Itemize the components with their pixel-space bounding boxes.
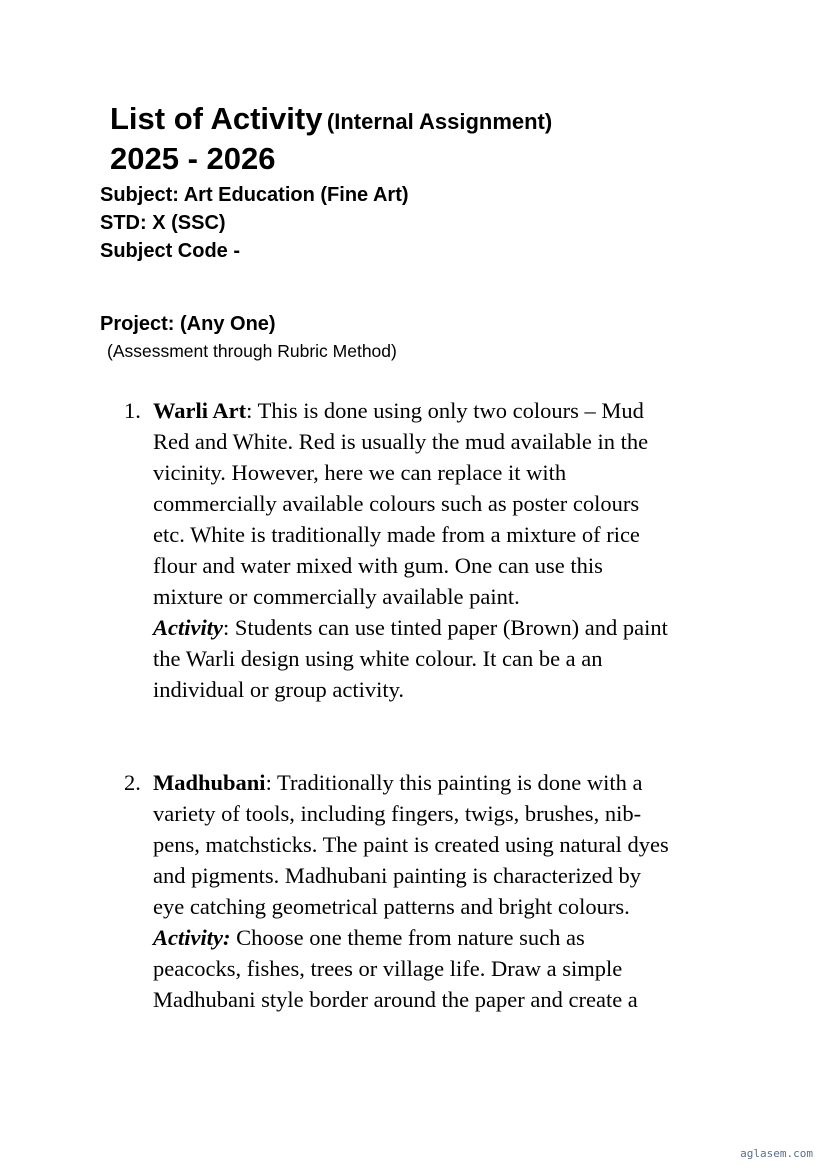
academic-year: 2025 - 2026 — [110, 141, 276, 176]
activity-text: Choose one theme from nature such as — [230, 925, 585, 950]
activity-line: Madhubani style border around the paper and create a — [153, 987, 638, 1012]
subject-code-line: Subject Code - — [100, 240, 241, 262]
subject-line: Subject: Art Education (Fine Art) — [100, 184, 409, 206]
item-body — [153, 767, 753, 1015]
activity-line: the Warli design using white colour. It can be a an — [153, 646, 603, 671]
activity-line: individual or group activity. — [153, 677, 404, 702]
title-main: List of Activity — [110, 101, 323, 136]
item-text: : This is done using only two colours – Mud — [246, 398, 644, 423]
activity-line: peacocks, fishes, trees or village life. Draw a simple — [153, 956, 623, 981]
item-line — [153, 395, 753, 426]
assessment-note: (Assessment through Rubric Method) — [107, 341, 397, 361]
activity-label: Activity — [153, 615, 223, 640]
title-sub: (Internal Assignment) — [326, 109, 553, 134]
activity-label: Activity: — [153, 925, 231, 950]
activity-line — [153, 922, 753, 953]
item-line: flour and water mixed with gum. One can use this — [153, 553, 603, 578]
page-title — [110, 101, 552, 137]
activity-line — [153, 612, 753, 643]
std-line: STD: X (SSC) — [100, 212, 226, 234]
item-line: and pigments. Madhubani painting is characterized by — [153, 863, 641, 888]
item-number: 2. — [124, 770, 141, 795]
item-title: Warli Art — [153, 398, 247, 423]
item-line: Red and White. Red is usually the mud available in the — [153, 429, 649, 454]
item-line: variety of tools, including fingers, twigs, brushes, nib- — [153, 801, 642, 826]
item-text: : Traditionally this painting is done with a — [265, 770, 643, 795]
watermark-link[interactable]: aglasem.com — [740, 1147, 813, 1160]
item-body — [153, 395, 753, 705]
item-line: etc. White is traditionally made from a mixture of rice — [153, 522, 640, 547]
item-line: eye catching geometrical patterns and bright colours. — [153, 894, 630, 919]
item-line: mixture or commercially available paint. — [153, 584, 520, 609]
item-line — [153, 767, 753, 798]
project-heading: Project: (Any One) — [100, 313, 276, 335]
item-number: 1. — [124, 398, 141, 423]
activity-text: : Students can use tinted paper (Brown) and paint — [222, 615, 668, 640]
item-line: vicinity. However, here we can replace it with — [153, 460, 567, 485]
item-line: commercially available colours such as poster colours — [153, 491, 640, 516]
item-line: pens, matchsticks. The paint is created using natural dyes — [153, 832, 669, 857]
item-title: Madhubani — [153, 770, 266, 795]
